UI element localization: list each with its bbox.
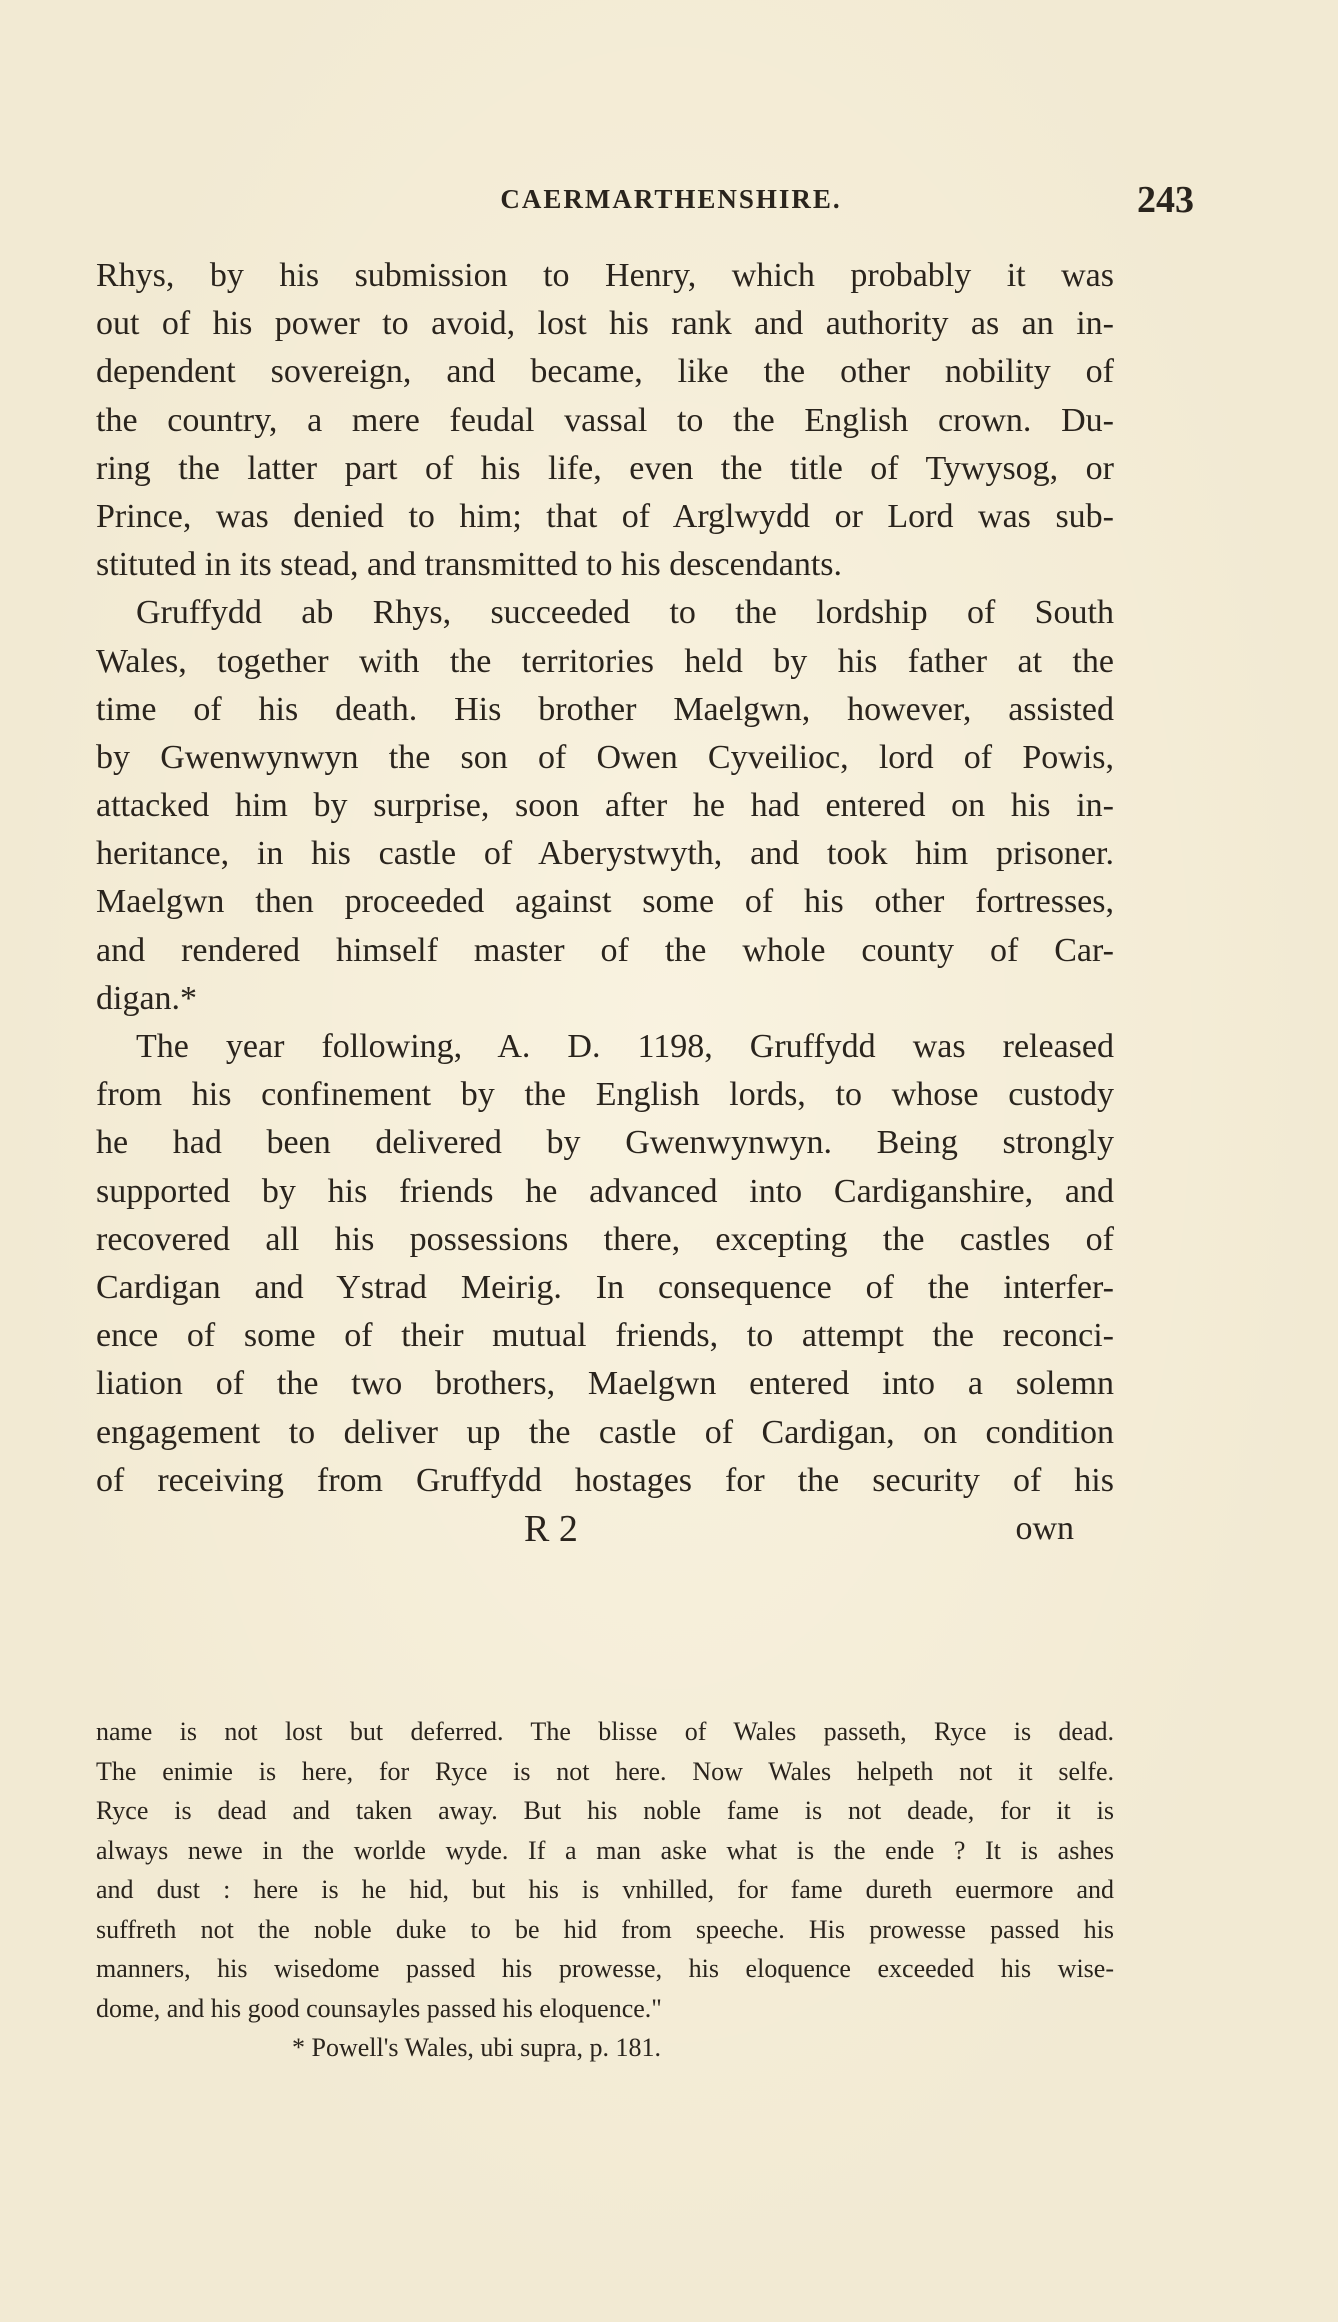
footnote-line: and dust : here is he hid, but his is vnhilled, for fame dureth euermore and <box>96 1875 1114 1904</box>
footnote-line: The enimie is here, for Ryce is not here. Now Wales helpeth not it selfe. <box>96 1756 1114 1786</box>
text-line: ence of some of their mutual friends, to attempt the reconci- <box>96 1317 1114 1355</box>
text-line: the country, a mere feudal vassal to the English crown. Du- <box>96 401 1114 439</box>
signature-mark: R 2 <box>524 1507 578 1550</box>
text-line: The year following, A. D. 1198, Gruffydd was released <box>136 1028 1114 1065</box>
text-line: Cardigan and Ystrad Meirig. In consequence of the interfer- <box>96 1268 1114 1306</box>
text-line: Gruffydd ab Rhys, succeeded to the lordship of South <box>136 594 1114 632</box>
footnote-line: always newe in the worlde wyde. If a man aske what is the ende ? It is ashes <box>96 1835 1114 1865</box>
text-line: time of his death. His brother Maelgwn, however, assisted <box>96 690 1114 728</box>
text-line: and rendered himself master of the whole county of Car- <box>96 931 1114 969</box>
text-line: engagement to deliver up the castle of Cardigan, on condition <box>96 1413 1114 1451</box>
footnote-line: suffreth not the noble duke to be hid from speeche. His prowesse passed his <box>96 1914 1114 1944</box>
text-line: ring the latter part of his life, even the title of Tywysog, or <box>96 449 1114 487</box>
footnotes <box>96 1712 1114 2068</box>
text-line: out of his power to avoid, lost his rank and authority as an in- <box>96 305 1114 343</box>
text-line: heritance, in his castle of Aberystwyth, and took him prisoner. <box>96 835 1114 873</box>
footnote-line: manners, his wisedome passed his prowesse, his eloquence exceeded his wise- <box>96 1954 1114 1983</box>
catchword: own <box>1015 1509 1074 1547</box>
footnote-line: name is not lost but deferred. The blisse of Wales passeth, Ryce is dead. <box>96 1717 1114 1746</box>
text-line: digan.* <box>96 979 198 1017</box>
footnote-line: Ryce is dead and taken away. But his noble fame is not deade, for it is <box>96 1796 1114 1825</box>
text-line: he had been delivered by Gwenwynwyn. Being strongly <box>96 1124 1114 1162</box>
text-line: supported by his friends he advanced into Cardiganshire, and <box>96 1172 1114 1210</box>
text-line: attacked him by surprise, soon after he had entered on his in- <box>96 787 1114 825</box>
text-line: Wales, together with the territories held by his father at the <box>96 642 1114 680</box>
text-line: recovered all his possessions there, excepting the castles of <box>96 1220 1114 1258</box>
text-line: by Gwenwynwyn the son of Owen Cyveilioc, lord of Powis, <box>96 738 1114 776</box>
text-line: Maelgwn then proceeded against some of his other fortresses, <box>96 883 1114 921</box>
signature-line <box>96 1505 1114 1553</box>
footnote-citation: * Powell's Wales, ubi supra, p. 181. <box>292 2033 661 2062</box>
running-head-title: CAERMARTHENSHIRE. <box>500 184 842 214</box>
text-line: Rhys, by his submission to Henry, which probably it was <box>96 257 1114 294</box>
page-number: 243 <box>1137 179 1194 221</box>
running-head <box>96 178 1246 222</box>
text-line: Prince, was denied to him; that of Arglwydd or Lord was sub- <box>96 497 1114 535</box>
text-line: from his confinement by the English lords, to whose custody <box>96 1076 1114 1114</box>
text-line: liation of the two brothers, Maelgwn entered into a solemn <box>96 1365 1114 1403</box>
main-text <box>96 252 1114 1553</box>
text-line: of receiving from Gruffydd hostages for the security of his <box>96 1461 1114 1499</box>
text-line: dependent sovereign, and became, like the other nobility of <box>96 353 1114 391</box>
footnote-line: dome, and his good counsayles passed his eloquence." <box>96 1993 662 2023</box>
text-line: stituted in its stead, and transmitted to his descendants. <box>96 546 842 584</box>
